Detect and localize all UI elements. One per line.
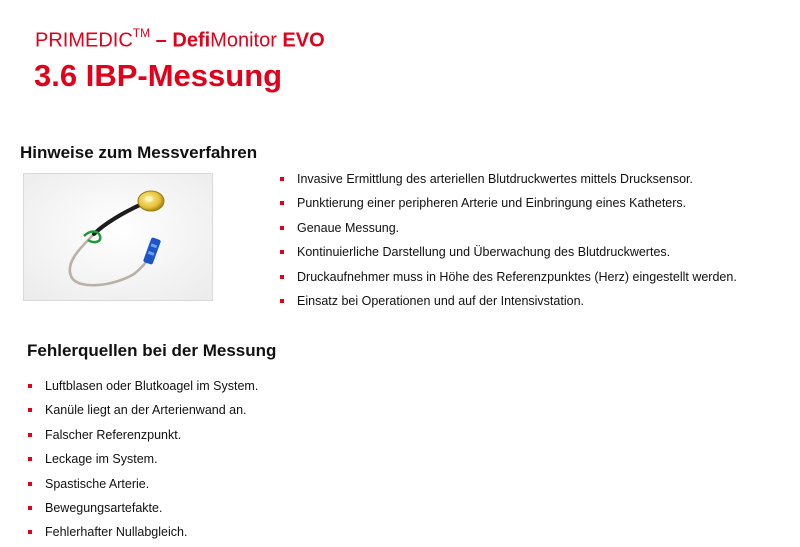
list-item [280,265,737,289]
list-item [28,423,258,447]
list-item-text: Druckaufnehmer muss in Höhe des Referenzpunktes (Herz) eingestellt werden. [297,269,737,284]
list-item [28,398,258,422]
bullet-square-icon [28,384,32,388]
measurement-notes-list [280,167,737,313]
list-item [28,496,258,520]
list-item [28,447,258,471]
list-item [280,289,737,313]
list-item-text: Luftblasen oder Blutkoagel im System. [45,379,259,393]
bullet-square-icon [28,457,32,461]
list-item [280,167,737,191]
header-subtitle [35,28,325,53]
list-item-text: Invasive Ermittlung des arteriellen Blutdruckwertes mittels Drucksensor. [297,172,693,186]
list-item [280,216,737,240]
brand-name: PRIMEDIC [35,29,133,52]
list-item-text: Fehlerhafter Nullabgleich. [45,525,188,540]
bullet-square-icon [28,433,32,437]
list-item [280,191,737,215]
bullet-square-icon [280,275,284,279]
transducer-illustration [24,174,212,300]
product-name-bold: Defi [172,29,211,52]
product-name-regular: Monitor [210,29,283,52]
list-item-text: Punktierung einer peripheren Arterie und Einbringung eines Katheters. [297,196,687,211]
list-item [28,472,258,496]
bullet-square-icon [28,482,32,486]
list-item-text: Kontinuierliche Darstellung und Überwachung des Blutdruckwertes. [297,245,671,260]
pressure-transducer-image [23,173,213,301]
bullet-square-icon [28,506,32,510]
trademark: TM [132,26,151,40]
list-item-text: Kanüle liegt an der Arterienwand an. [45,403,247,418]
section-title-measurement-notes: Hinweise zum Messverfahren [20,143,258,162]
list-item-text: Leckage im System. [45,452,158,467]
bullet-square-icon [28,530,32,534]
product-name-evo: EVO [282,29,325,52]
list-item-text: Genaue Messung. [297,220,400,235]
list-item-text: Einsatz bei Operationen und auf der Intensivstation. [297,294,584,309]
section-title-error-sources: Fehlerquellen bei der Messung [27,341,277,360]
bullet-square-icon [28,408,32,412]
page-title: 3.6 IBP-Messung [34,58,283,93]
bullet-square-icon [280,226,284,230]
list-item-text: Falscher Referenzpunkt. [45,427,182,442]
bullet-square-icon [280,177,284,181]
list-item [28,520,258,544]
header-dash: – [150,29,173,52]
list-item [280,240,737,264]
list-item-text: Bewegungsartefakte. [45,501,163,516]
list-item [28,374,258,398]
bullet-square-icon [280,201,284,205]
bullet-square-icon [280,250,284,254]
list-item-text: Spastische Arterie. [45,476,150,491]
error-sources-list [28,374,258,545]
bullet-square-icon [280,299,284,303]
